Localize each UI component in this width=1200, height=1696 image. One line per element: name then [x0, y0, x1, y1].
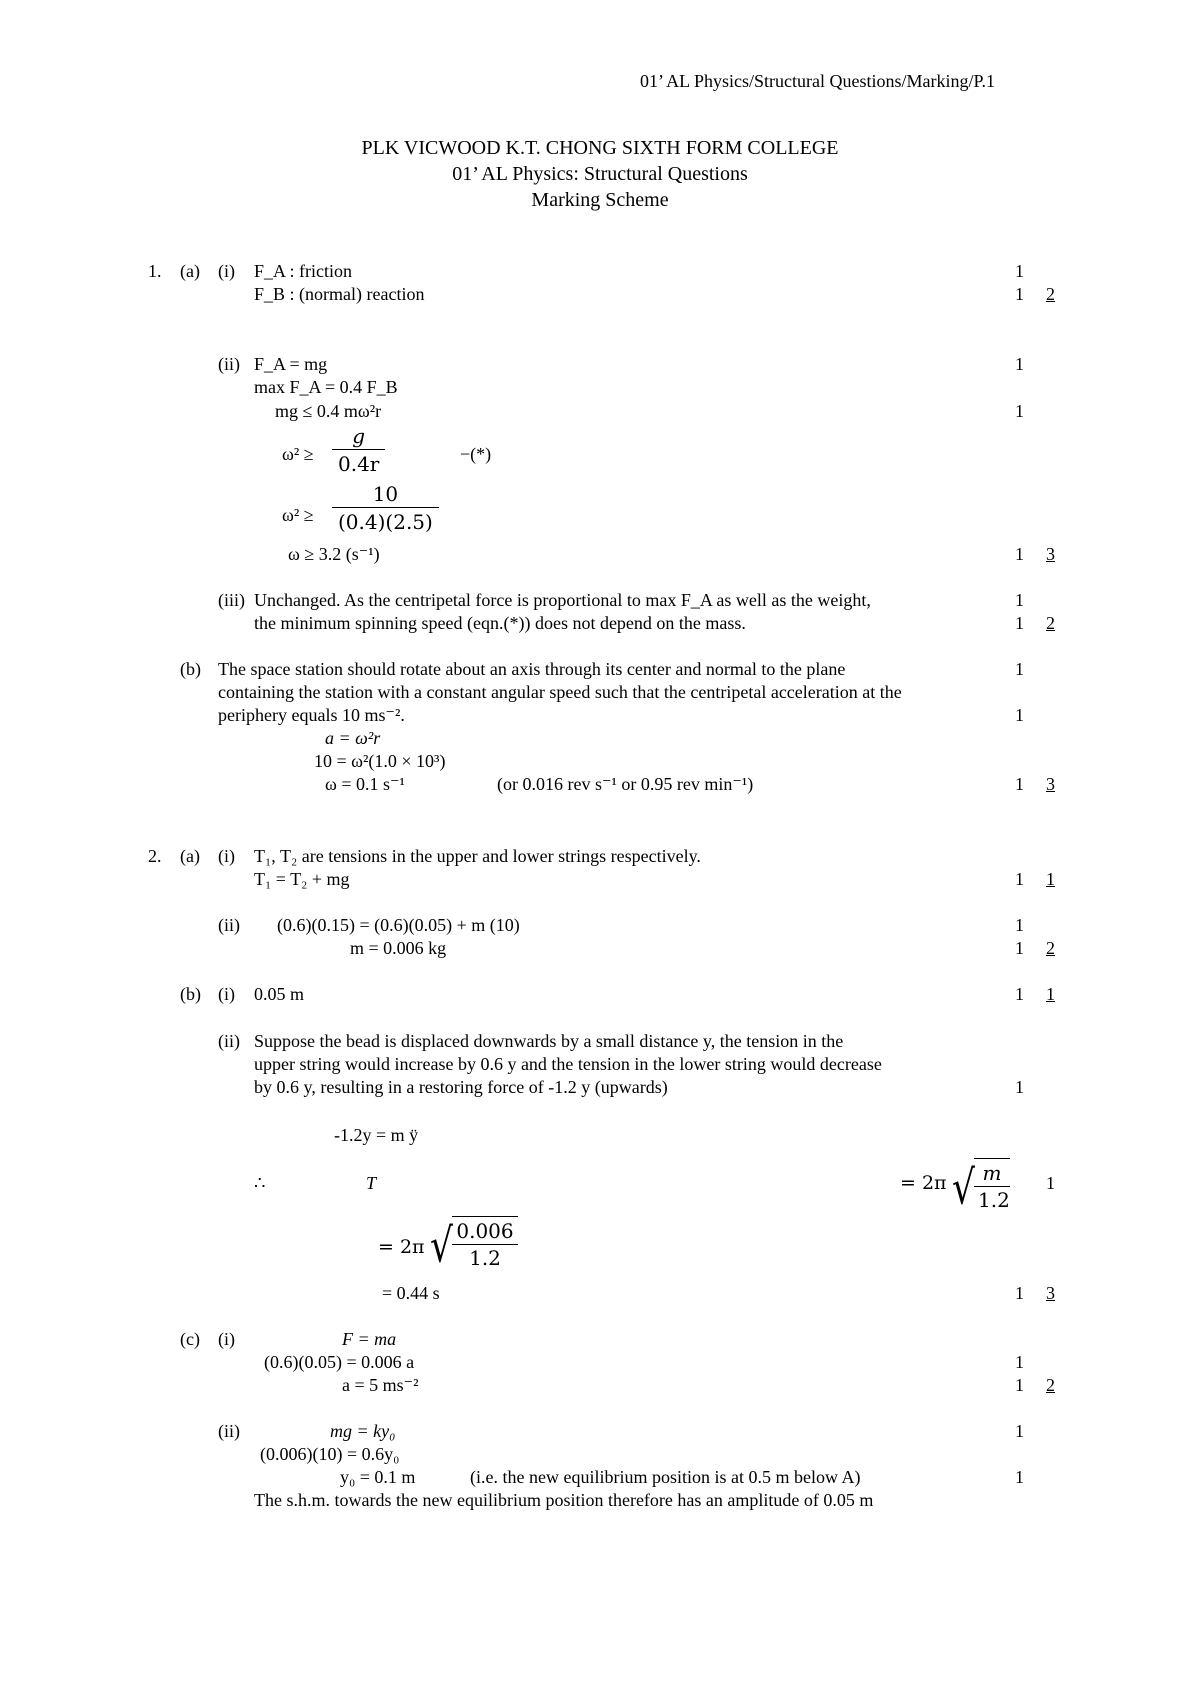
q1-aii-line1: F_A = mg — [254, 354, 328, 374]
q2-a-label: (a) — [180, 846, 200, 866]
q1-number: 1. — [148, 261, 162, 281]
q1-b-eq3: ω = 0.1 s⁻¹ — [325, 774, 405, 794]
q2-aii-line1: (0.6)(0.15) = (0.6)(0.05) + m (10) — [277, 915, 520, 935]
q1-aiii-line2: the minimum spinning speed (eqn.(*)) does not depend on the mass. — [254, 613, 746, 633]
q2-bii-result: = 0.44 s — [382, 1283, 440, 1303]
college-name: PLK VICWOOD K.T. CHONG SIXTH FORM COLLEGE — [361, 137, 839, 159]
q1-aiii-label: (iii) — [218, 590, 245, 610]
mark: 1 — [1015, 705, 1024, 725]
mark: 1 — [1015, 1283, 1024, 1303]
q1-ai-line1: F_A : friction — [254, 261, 352, 281]
fraction-numerator: 10 — [372, 482, 399, 506]
mark: 1 — [1015, 1352, 1024, 1372]
q2-cii-note: (i.e. the new equilibrium position is at 0.5 m below A) — [470, 1467, 861, 1487]
therefore-symbol: ∴ — [254, 1173, 266, 1193]
subtotal: 2 — [1046, 938, 1055, 958]
subtotal: 3 — [1046, 774, 1055, 794]
q1-b-label: (b) — [180, 659, 201, 679]
q2-number: 2. — [148, 846, 162, 866]
sqrt-0006-over-12 — [430, 1216, 520, 1272]
q1-b-line3: periphery equals 10 ms⁻². — [218, 705, 405, 725]
page-reference: 01’ AL Physics/Structural Questions/Marking/P.1 — [640, 71, 995, 91]
q2-bii-label: (ii) — [218, 1031, 240, 1051]
two-pi-2: = 2π — [378, 1236, 425, 1258]
mark: 1 — [1046, 1173, 1055, 1193]
mark: 1 — [1015, 659, 1024, 679]
subtotal: 3 — [1046, 1283, 1055, 1303]
q2-bii-eq1: -1.2y = m ÿ — [334, 1125, 419, 1145]
q1-aii-label: (ii) — [218, 354, 240, 374]
q2-cii-line2: (0.006)(10) = 0.6y₀ — [260, 1444, 400, 1464]
sqrt-fraction — [974, 1158, 1010, 1212]
scheme-title: Marking Scheme — [531, 189, 669, 211]
two-pi-1: = 2π — [900, 1172, 947, 1194]
q1-b-eq2: 10 = ω²(1.0 × 10³) — [314, 751, 446, 771]
q1-aii-omega-ineq1: ω² ≥ — [282, 444, 314, 464]
fraction-denominator: 1.2 — [974, 1186, 1010, 1212]
q2-bii-line3: by 0.6 y, resulting in a restoring force of -1.2 y (upwards) — [254, 1077, 668, 1097]
radical-sign: √ — [430, 1220, 453, 1274]
q2-ci-line3: a = 5 ms⁻² — [342, 1375, 419, 1395]
subtotal: 2 — [1046, 1375, 1055, 1395]
q1-a-label: (a) — [180, 261, 200, 281]
q1-ai-label: (i) — [218, 261, 235, 281]
subtotal: 3 — [1046, 544, 1055, 564]
fraction-numerator: m — [982, 1161, 1002, 1185]
subtotal: 1 — [1046, 869, 1055, 889]
subtotal: 2 — [1046, 284, 1055, 304]
q2-cii-line4: The s.h.m. towards the new equilibrium position therefore has an amplitude of 0.05 m — [254, 1490, 874, 1510]
q2-bii-line2: upper string would increase by 0.6 y and the tension in the lower string would decrease — [254, 1054, 882, 1074]
q1-b-line2: containing the station with a constant angular speed such that the centripetal acceleration at the — [218, 682, 902, 702]
fraction-denominator: 0.4r — [332, 449, 385, 476]
q2-bi-label: (i) — [218, 984, 235, 1004]
mark: 1 — [1015, 1467, 1024, 1487]
q2-ai-label: (i) — [218, 846, 235, 866]
mark: 1 — [1015, 1375, 1024, 1395]
q2-cii-line3: y₀ = 0.1 m — [340, 1467, 416, 1487]
q1-aii-result: ω ≥ 3.2 (s⁻¹) — [288, 544, 380, 564]
fraction-10-over-product — [332, 482, 439, 534]
mark: 1 — [1015, 354, 1024, 374]
fraction-numerator: g — [352, 424, 366, 448]
q2-b-label: (b) — [180, 984, 201, 1004]
q2-bi-line1: 0.05 m — [254, 984, 305, 1004]
q2-bii-line1: Suppose the bead is displaced downwards by a small distance y, the tension in the — [254, 1031, 844, 1051]
fraction-g-over-04r — [332, 424, 385, 476]
q2-ai-line1: T₁, T₂ are tensions in the upper and lower strings respectively. — [254, 846, 701, 866]
paper-title: 01’ AL Physics: Structural Questions — [452, 163, 748, 185]
q1-aiii-line1: Unchanged. As the centripetal force is proportional to max F_A as well as the weight, — [254, 590, 871, 610]
mark: 1 — [1015, 544, 1024, 564]
mark: 1 — [1015, 869, 1024, 889]
q1-aii-line3: mg ≤ 0.4 mω²r — [275, 401, 382, 421]
q1-aii-line2: max F_A = 0.4 F_B — [254, 377, 398, 397]
q2-aii-line2: m = 0.006 kg — [350, 938, 447, 958]
mark: 1 — [1015, 938, 1024, 958]
mark: 1 — [1015, 774, 1024, 794]
mark: 1 — [1015, 1421, 1024, 1441]
q2-ai-line2: T₁ = T₂ + mg — [254, 869, 350, 889]
q1-b-line1: The space station should rotate about an axis through its center and normal to the plane — [218, 659, 846, 679]
subtotal: 2 — [1046, 613, 1055, 633]
mark: 1 — [1015, 915, 1024, 935]
fraction-numerator: 0.006 — [456, 1219, 514, 1243]
fraction-denominator: (0.4)(2.5) — [332, 507, 439, 534]
radical-sign: √ — [952, 1162, 975, 1216]
q2-cii-label: (ii) — [218, 1421, 240, 1441]
mark: 1 — [1015, 261, 1024, 281]
mark: 1 — [1015, 284, 1024, 304]
fraction-denominator: 1.2 — [452, 1244, 518, 1270]
q1-b-eq1: a = ω²r — [325, 728, 381, 748]
q2-ci-line1: F = ma — [342, 1329, 397, 1349]
q2-cii-line1: mg = ky₀ — [330, 1421, 396, 1441]
q1-aii-omega-ineq2: ω² ≥ — [282, 505, 314, 525]
mark: 1 — [1015, 613, 1024, 633]
sqrt-fraction — [452, 1216, 518, 1270]
period-symbol: T — [366, 1173, 377, 1193]
q1-b-alt-units: (or 0.016 rev s⁻¹ or 0.95 rev min⁻¹) — [497, 774, 754, 794]
q2-c-label: (c) — [180, 1329, 200, 1349]
sqrt-m-over-12 — [952, 1158, 1012, 1216]
mark: 1 — [1015, 401, 1024, 421]
q1-ai-line2: F_B : (normal) reaction — [254, 284, 425, 304]
q2-ci-line2: (0.6)(0.05) = 0.006 a — [264, 1352, 415, 1372]
mark: 1 — [1015, 1077, 1024, 1097]
equation-star-label: −(*) — [460, 444, 492, 464]
mark: 1 — [1015, 590, 1024, 610]
mark: 1 — [1015, 984, 1024, 1004]
q2-aii-label: (ii) — [218, 915, 240, 935]
q2-ci-label: (i) — [218, 1329, 235, 1349]
subtotal: 1 — [1046, 984, 1055, 1004]
